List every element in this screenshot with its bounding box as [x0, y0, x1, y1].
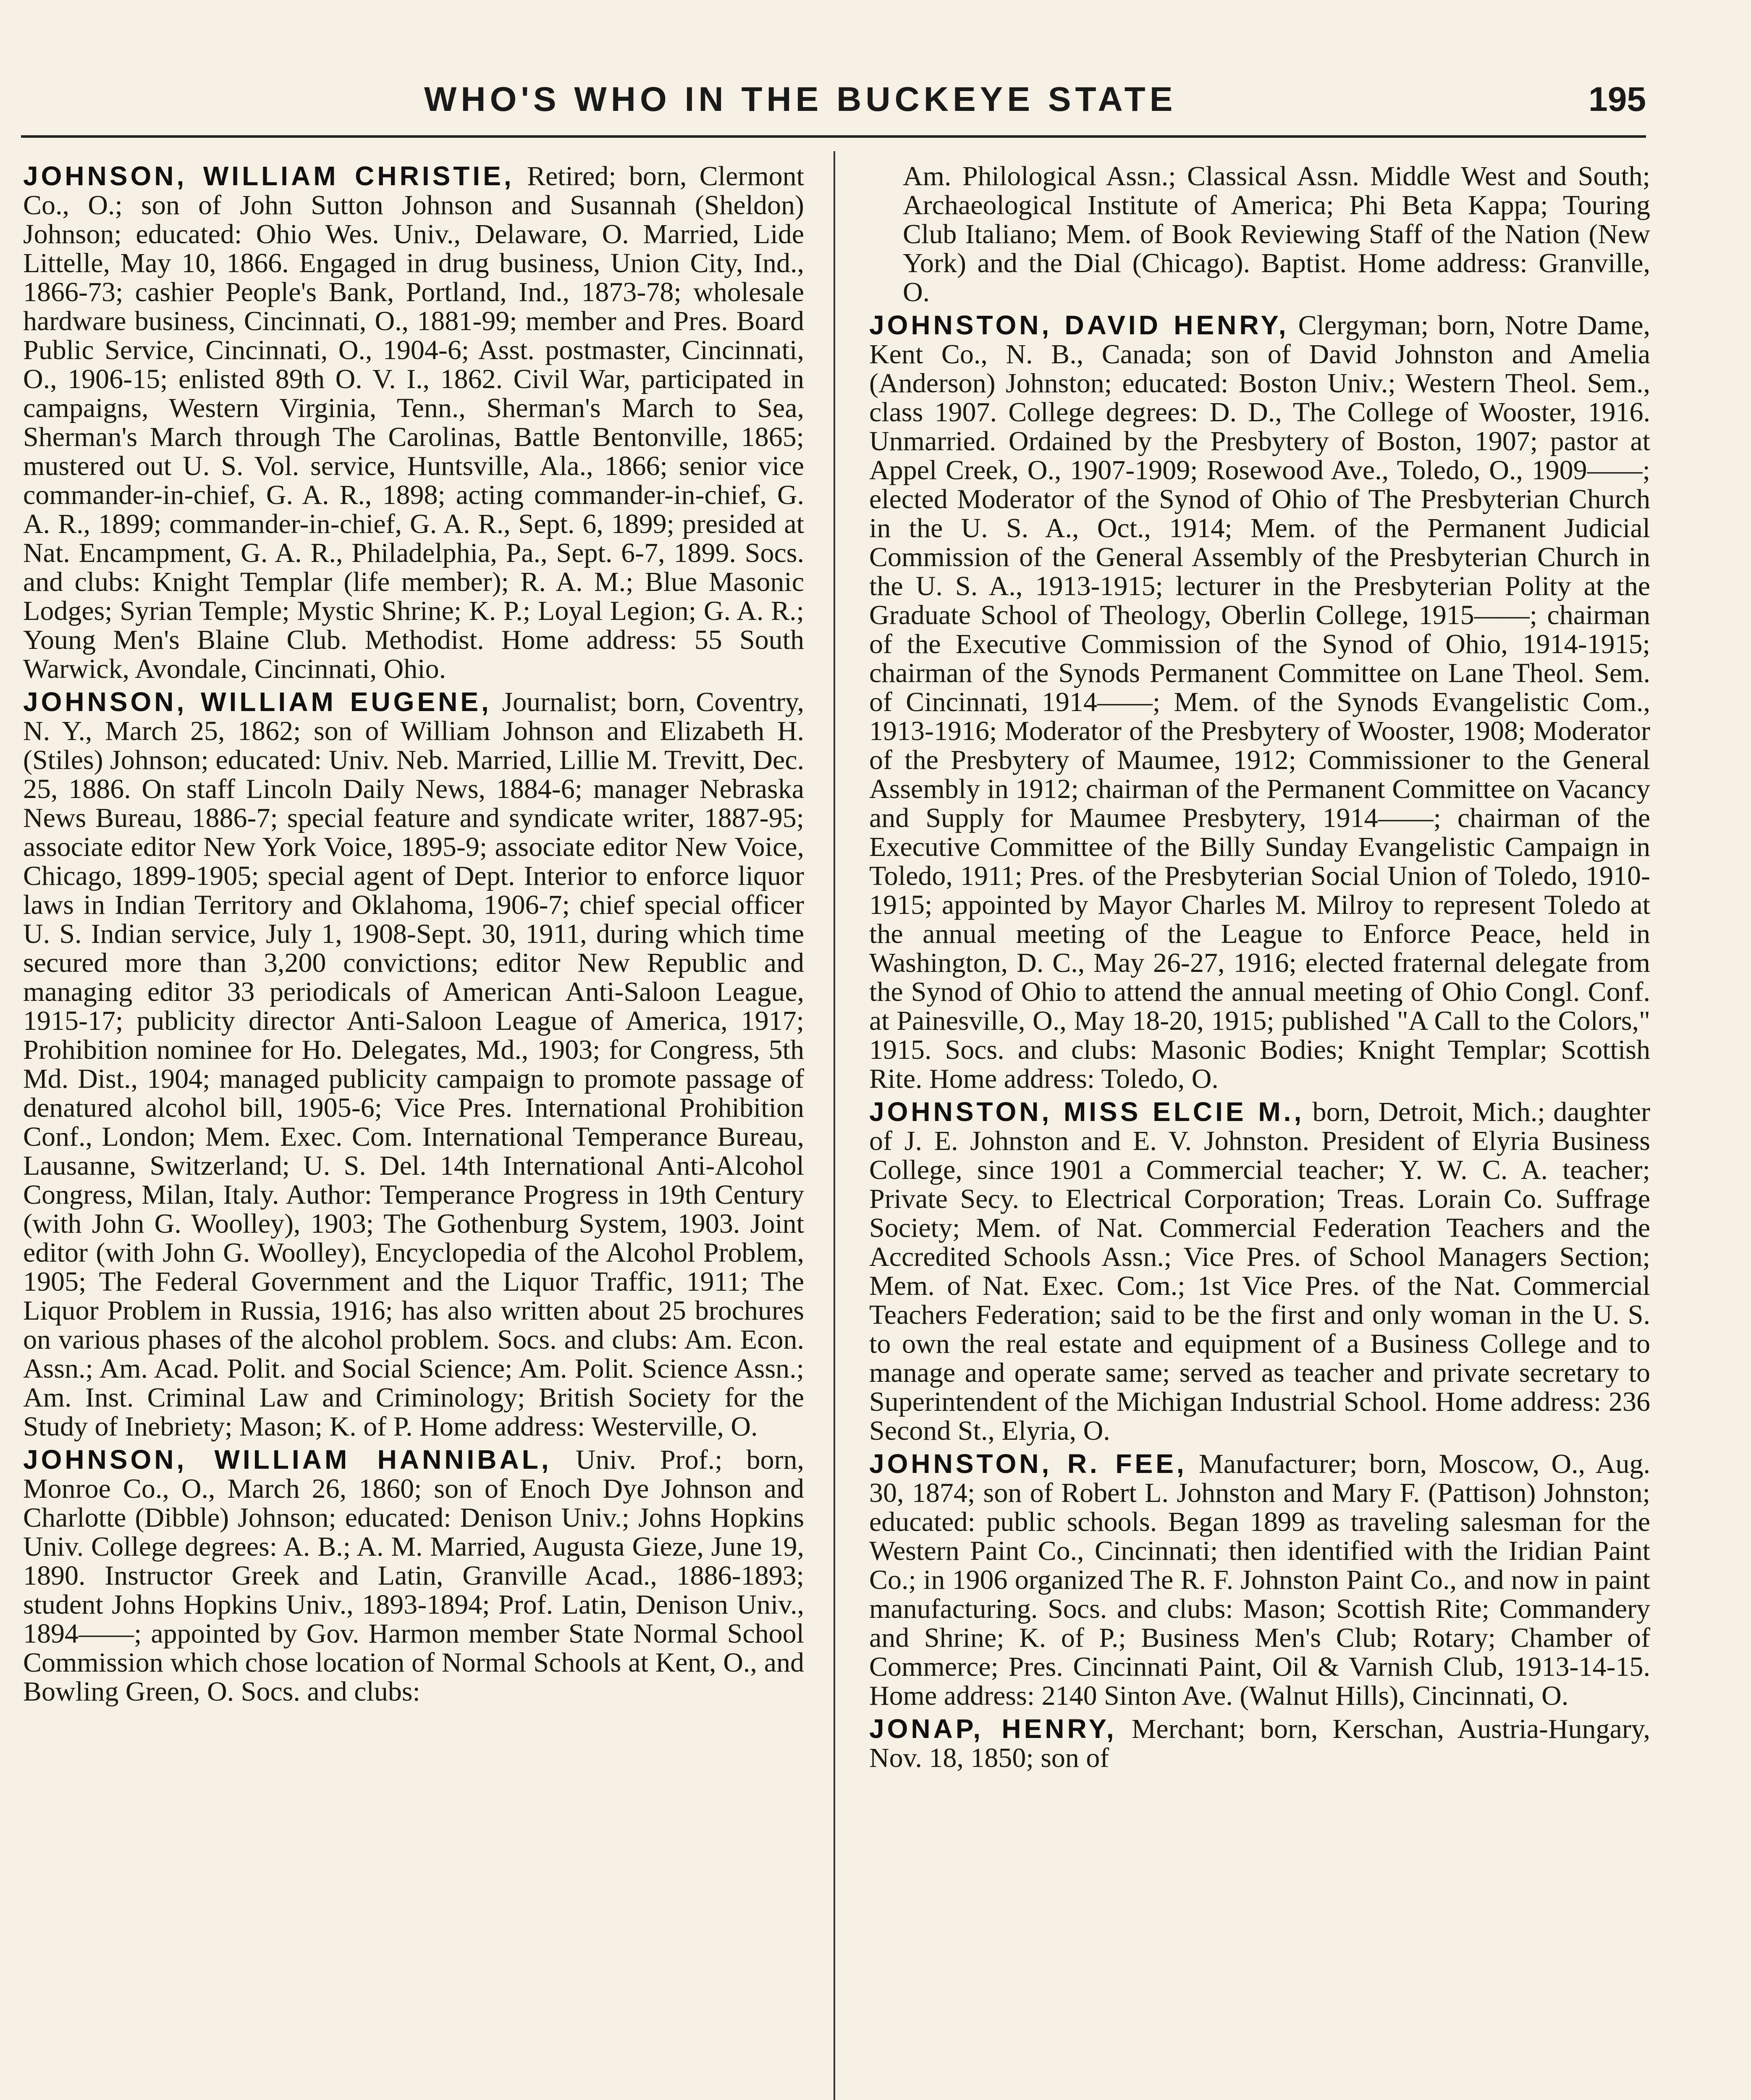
right-column [869, 162, 1650, 2100]
entry-name: JONAP, HENRY, [869, 1714, 1117, 1744]
entry-text: Univ. Prof.; born, Monroe Co., O., March 26, 1860; son of Enoch Dye Johnson and Charlotte (Dibble) Johnson; educated: Denison Univ.; Johns Hopkins Univ. College degrees: A. B.; A. M. Married, Augusta Gieze, June 19, 1890. Instructor Greek and Latin, Granville Acad., 1886-1893; student Johns Hopkins Univ., 1893-1894; Prof. Latin, Denison Univ., 1894——; appointed by Gov. Harmon member State Normal School Commission which chose location of Normal Schools at Kent, O., and Bowling Green, O. Socs. and clubs: [23, 1444, 804, 1707]
biography-entry [869, 311, 1650, 1093]
entry-name: JOHNSON, WILLIAM CHRISTIE, [23, 162, 514, 191]
header-rule [21, 135, 1646, 138]
entry-text: Journalist; born, Coventry, N. Y., March 25, 1862; son of William Johnson and Elizabeth H. (Stiles) Johnson; educated: Univ. Neb. Married, Lillie M. Trevitt, Dec. 25, 1886. On staff Lincoln Daily News, 1884-6; manager Nebraska News Bureau, 1886-7; special feature and syndicate writer, 1887-95; associate editor New York Voice, 1895-9; associate editor New Voice, Chicago, 1899-1905; special agent of Dept. Interior to enforce liquor laws in Indian Territory and Oklahoma, 1906-7; chief special officer U. S. Indian service, July 1, 1908-Sept. 30, 1911, during which time secured more than 3,200 convictions; editor New Republic and managing editor 33 periodicals of American Anti-Saloon League, 1915-17; publicity director Anti-Saloon League of America, 1917; Prohibition nominee for Ho. Delegates, Md., 1903; for Congress, 5th Md. Dist., 1904; managed publicity campaign to promote passage of denatured alcohol bill, 1905-6; Vice Pres. International Prohibition Conf., London; Mem. Exec. Com. International Temperance Bureau, Lausanne, Switzerland; U. S. Del. 14th International Anti-Alcohol Congress, Milan, Italy. Author: Temperance Progress in 19th Century (with John G. Woolley), 1903; The Gothenburg System, 1903. Joint editor (with John G. Woolley), Encyclopedia of the Alcohol Problem, 1905; The Federal Government and the Liquor Traffic, 1911; The Liquor Problem in Russia, 1916; has also written about 25 brochures on various phases of the alcohol problem. Socs. and clubs: Am. Econ. Assn.; Am. Acad. Polit. and Social Science; Am. Polit. Science Assn.; Am. Inst. Criminal Law and Criminology; British Society for the Study of Inebriety; Mason; K. of P. Home address: Westerville, O. [23, 687, 804, 1442]
biography-entry [23, 1445, 804, 1706]
entry-name: JOHNSTON, DAVID HENRY, [869, 310, 1289, 340]
entry-name: JOHNSON, WILLIAM HANNIBAL, [23, 1444, 552, 1475]
entry-text: Retired; born, Clermont Co., O.; son of John Sutton Johnson and Susannah (Sheldon) Johnson; educated: Ohio Wes. Univ., Delaware, O. Married, Lide Littelle, May 10, 1866. Engaged in drug business, Union City, Ind., 1866-73; cashier People's Bank, Portland, Ind., 1873-78; wholesale hardware business, Cincinnati, O., 1881-99; member and Pres. Board Public Service, Cincinnati, O., 1904-6; Asst. postmaster, Cincinnati, O., 1906-15; enlisted 89th O. V. I., 1862. Civil War, participated in campaigns, Western Virginia, Tenn., Sherman's March to Sea, Sherman's March through The Carolinas, Battle Bentonville, 1865; mustered out U. S. Vol. service, Huntsville, Ala., 1866; senior vice commander-in-chief, G. A. R., 1898; acting commander-in-chief, G. A. R., 1899; commander-in-chief, G. A. R., Sept. 6, 1899; presided at Nat. Encampment, G. A. R., Philadelphia, Pa., Sept. 6-7, 1899. Socs. and clubs: Knight Templar (life member); R. A. M.; Blue Masonic Lodges; Syrian Temple; Mystic Shrine; K. P.; Loyal Legion; G. A. R.; Young Men's Blaine Club. Methodist. Home address: 55 South Warwick, Avondale, Cincinnati, Ohio. [23, 162, 804, 684]
entry-name: JOHNSTON, R. FEE, [869, 1449, 1187, 1479]
entry-text: Merchant; born, Kerschan, Austria-Hungary, Nov. 18, 1850; son of [869, 1714, 1650, 1773]
entry-text: Clergyman; born, Notre Dame, Kent Co., N. B., Canada; son of David Johnston and Amelia (Anderson) Johnston; educated: Boston Univ.; Western Theol. Sem., class 1907. College degrees: D. D., The College of Wooster, 1916. Unmarried. Ordained by the Presbytery of Boston, 1907; pastor at Appel Creek, O., 1907-1909; Rosewood Ave., Toledo, O., 1909——; elected Moderator of the Synod of Ohio of The Presbyterian Church in the U. S. A., Oct., 1914; Mem. of the Permanent Judicial Commission of the General Assembly of the Presbyterian Church in the U. S. A., 1913-1915; lecturer in the Presbyterian Polity at the Graduate School of Theology, Oberlin College, 1915——; chairman of the Executive Commission of the Synod of Ohio, 1914-1915; chairman of the Synods Permanent Committee on Lane Theol. Sem. of Cincinnati, 1914——; Mem. of the Synods Evangelistic Com., 1913-1916; Moderator of the Presbytery of Wooster, 1908; Moderator of the Presbytery of Maumee, 1912; Commissioner to the General Assembly in 1912; chairman of the Permanent Committee on Vacancy and Supply for Maumee Presbytery, 1914——; chairman of the Executive Committee of the Billy Sunday Evangelistic Campaign in Toledo, 1911; Pres. of the Presbyterian Social Union of Toledo, 1910-1915; appointed by Mayor Charles M. Milroy to represent Toledo at the annual meeting of the League to Enforce Peace, held in Washington, D. C., May 26-27, 1916; elected fraternal delegate from the Synod of Ohio to attend the annual meeting of Ohio Congl. Conf. at Painesville, O., May 18-20, 1915; published "A Call to the Colors," 1915. Socs. and clubs: Masonic Bodies; Knight Templar; Scottish Rite. Home address: Toledo, O. [869, 310, 1650, 1094]
entry-name: JOHNSON, WILLIAM EUGENE, [23, 687, 492, 717]
running-head: WHO'S WHO IN THE BUCKEYE STATE [424, 80, 1177, 118]
entry-text: Manufacturer; born, Moscow, O., Aug. 30, 1874; son of Robert L. Johnston and Mary F. (Pattison) Johnston; educated: public schools. Began 1899 as traveling salesman for the Western Paint Co., Cincinnati; then identified with the Iridian Paint Co.; in 1906 organized The R. F. Johnston Paint Co., and now in paint manufacturing. Socs. and clubs: Mason; Scottish Rite; Commandery and Shrine; K. of P.; Business Men's Club; Rotary; Chamber of Commerce; Pres. Cincinnati Paint, Oil & Varnish Club, 1913-14-15. Home address: 2140 Sinton Ave. (Walnut Hills), Cincinnati, O. [869, 1449, 1650, 1711]
continued-entry-text: Am. Philological Assn.; Classical Assn. Middle West and South; Archaeological Institute of America; Phi Beta Kappa; Touring Club Italiano; Mem. of Book Reviewing Staff of the Nation (New York) and the Dial (Chicago). Baptist. Home address: Granville, O. [903, 162, 1650, 307]
entry-name: JOHNSTON, MISS ELCIE M., [869, 1097, 1305, 1127]
biography-entry [23, 688, 804, 1441]
page-header [0, 80, 1751, 126]
column-divider [834, 151, 835, 2100]
biography-entry [869, 1097, 1650, 1445]
entry-text: born, Detroit, Mich.; daughter of J. E. Johnston and E. V. Johnston. President of Elyria Business College, since 1901 a Commercial teacher; Y. W. C. A. teacher; Private Secy. to Electrical Corporation; Treas. Lorain Co. Suffrage Society; Mem. of Nat. Commercial Federation Teachers and the Accredited Schools Assn.; Vice Pres. of School Managers Section; Mem. of Nat. Exec. Com.; 1st Vice Pres. of the Nat. Commercial Teachers Federation; said to be the first and only woman in the U. S. to own the real estate and equipment of a Business College and to manage and operate same; served as teacher and private secretary to Superintendent of the Michigan Industrial School. Home address: 236 Second St., Elyria, O. [869, 1097, 1650, 1446]
page-number: 195 [1588, 80, 1646, 118]
biography-entry [869, 1449, 1650, 1710]
biography-entry [869, 1714, 1650, 1772]
left-column [23, 162, 804, 2100]
biography-entry [23, 162, 804, 683]
